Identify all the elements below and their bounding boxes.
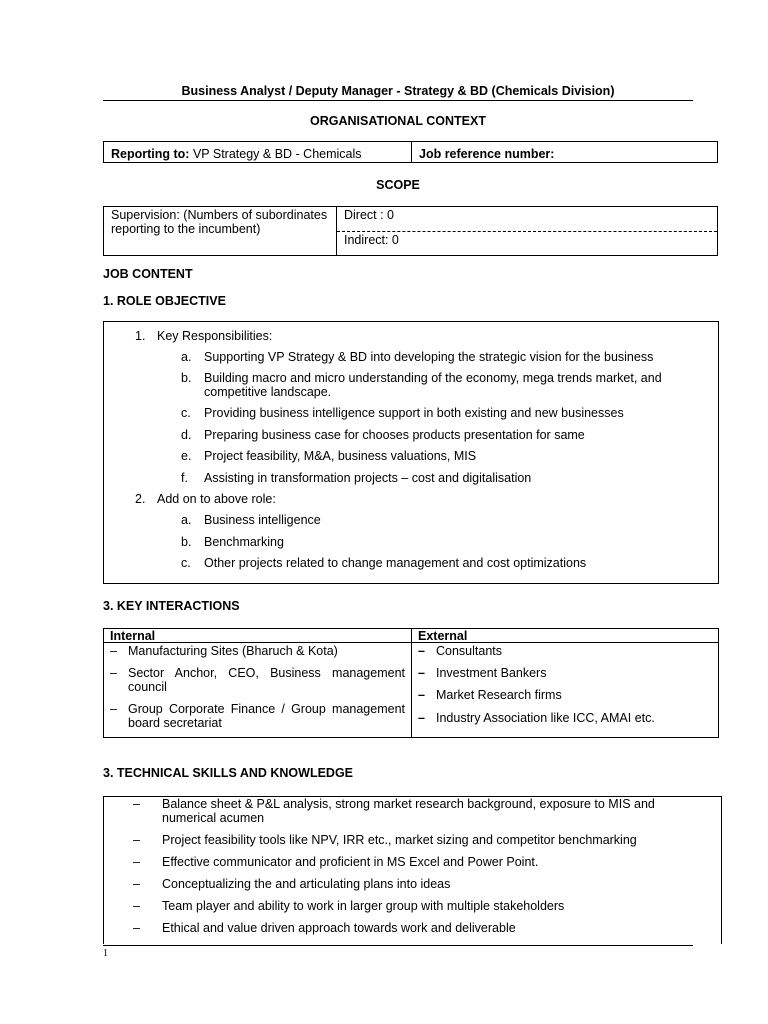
- skill-item: Team player and ability to work in larger group with multiple stakeholders: [162, 899, 565, 913]
- direct-count: Direct : 0: [344, 208, 395, 222]
- skill-item: Project feasibility tools like NPV, IRR etc., market sizing and competitor benchmarking: [162, 833, 637, 847]
- list-item-title: Key Responsibilities:: [157, 329, 273, 343]
- list-number: 2.: [135, 492, 146, 506]
- supervision-label: Supervision:: [111, 208, 180, 222]
- sub-letter: a.: [181, 513, 192, 527]
- list-item-title: Add on to above role:: [157, 492, 276, 506]
- external-item: Investment Bankers: [436, 666, 547, 680]
- skill-item: Effective communicator and proficient in MS Excel and Power Point.: [162, 855, 539, 869]
- footer-rule: [103, 945, 693, 946]
- sub-item: Supporting VP Strategy & BD into developing the strategic vision for the business: [204, 350, 654, 364]
- scope-dashed-divider: [337, 231, 717, 232]
- reporting-table: [103, 141, 718, 163]
- sub-letter: c.: [181, 556, 191, 570]
- dash-bullet: –: [133, 899, 140, 913]
- sub-letter: d.: [181, 428, 192, 442]
- dash-bullet: –: [133, 877, 140, 891]
- header-rule: [104, 642, 718, 643]
- key-interactions-table: [103, 628, 719, 738]
- sub-item: Project feasibility, M&A, business valuations, MIS: [204, 449, 477, 463]
- title-underline: [103, 100, 693, 101]
- sub-item: Business intelligence: [204, 513, 321, 527]
- sub-letter: c.: [181, 406, 191, 420]
- internal-item: Manufacturing Sites (Bharuch & Kota): [128, 644, 338, 658]
- skill-item: Ethical and value driven approach towards work and deliverable: [162, 921, 516, 935]
- dash-bullet: –: [133, 855, 140, 869]
- supervision-text: (Numbers of subordinates reporting to the incumbent): [111, 208, 328, 236]
- sub-item: Benchmarking: [204, 535, 284, 549]
- dash-bullet: –: [418, 644, 425, 658]
- sub-letter: e.: [181, 449, 192, 463]
- dash-bullet: –: [110, 666, 117, 680]
- page-number: 1: [103, 948, 108, 959]
- key-interactions-heading: 3. KEY INTERACTIONS: [103, 599, 240, 613]
- sub-item: Providing business intelligence support in both existing and new businesses: [204, 406, 624, 420]
- sub-item: Assisting in transformation projects – cost and digitalisation: [204, 471, 532, 485]
- reporting-label: Reporting to:: [111, 147, 190, 161]
- scope-table: [103, 206, 718, 256]
- sub-letter: a.: [181, 350, 192, 364]
- dash-bullet: –: [133, 921, 140, 935]
- internal-column-header: Internal: [110, 629, 156, 643]
- list-number: 1.: [135, 329, 146, 343]
- internal-item: Group Corporate Finance / Group management board secretariat: [128, 702, 405, 730]
- document-title: Business Analyst / Deputy Manager - Strategy & BD (Chemicals Division): [181, 84, 615, 98]
- reporting-cell: [104, 142, 412, 162]
- dash-bullet: –: [418, 688, 425, 702]
- scope-heading: SCOPE: [376, 178, 420, 192]
- sub-item: Other projects related to change management and cost optimizations: [204, 556, 587, 570]
- reporting-value: VP Strategy & BD - Chemicals: [192, 147, 362, 161]
- external-item: Market Research firms: [436, 688, 562, 702]
- external-item: Industry Association like ICC, AMAI etc.: [436, 711, 655, 725]
- dash-bullet: –: [418, 666, 425, 680]
- role-objective-heading: 1. ROLE OBJECTIVE: [103, 294, 226, 308]
- sub-item: Building macro and micro understanding of the economy, mega trends market, and competitive landscape.: [204, 371, 662, 399]
- skill-item: Balance sheet & P&L analysis, strong market research background, exposure to MIS and numerical acumen: [162, 797, 655, 825]
- supervision-cell: [104, 207, 337, 255]
- internal-item: Sector Anchor, CEO, Business management council: [128, 666, 405, 694]
- external-item: Consultants: [436, 644, 503, 658]
- dash-bullet: –: [418, 711, 425, 725]
- dash-bullet: –: [133, 833, 140, 847]
- dash-bullet: –: [110, 702, 117, 716]
- job-reference-label: Job reference number:: [419, 147, 555, 161]
- sub-item: Preparing business case for chooses products presentation for same: [204, 428, 585, 442]
- external-column-header: External: [418, 629, 468, 643]
- role-objective-box: [103, 321, 719, 584]
- sub-letter: b.: [181, 535, 192, 549]
- org-context-heading: ORGANISATIONAL CONTEXT: [310, 114, 486, 128]
- column-divider: [411, 629, 412, 737]
- skill-item: Conceptualizing the and articulating plans into ideas: [162, 877, 451, 891]
- dash-bullet: –: [110, 644, 117, 658]
- dash-bullet: –: [133, 797, 140, 811]
- technical-skills-box: [103, 796, 722, 944]
- job-content-heading: JOB CONTENT: [103, 267, 193, 281]
- technical-skills-heading: 3. TECHNICAL SKILLS AND KNOWLEDGE: [103, 766, 354, 780]
- indirect-count: Indirect: 0: [344, 233, 399, 247]
- sub-letter: f.: [181, 471, 188, 485]
- sub-letter: b.: [181, 371, 192, 385]
